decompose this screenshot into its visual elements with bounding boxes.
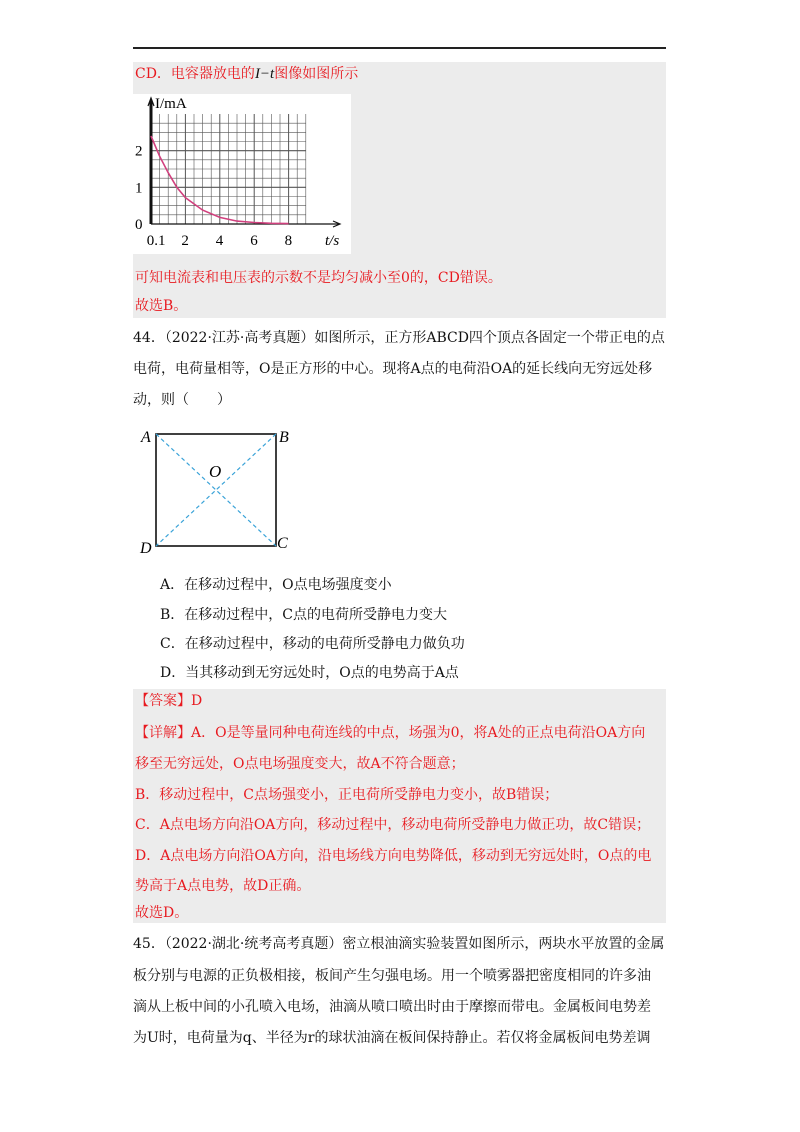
y-tick-label: 2 <box>135 143 143 160</box>
q45-line3: 滴从上板中间的小孔喷入电场，油滴从喷口喷出时由于摩擦而带电。金属板间电势差 <box>133 999 651 1015</box>
cd-conclusion: 可知电流表和电压表的示数不是均匀减小至0的，CD错误。 <box>135 270 502 286</box>
vertex-a-label: A <box>141 429 151 446</box>
x-tick-label: 4 <box>215 233 224 249</box>
vertex-d-label: D <box>140 540 152 557</box>
q44-answer: 【答案】D <box>135 693 203 709</box>
x-tick-label: 0.1 <box>146 233 166 249</box>
q45-line2: 板分别与电源的正负极相接，板间产生匀强电场。用一个喷雾器把密度相同的许多油 <box>133 968 651 984</box>
square-diagram-svg <box>138 420 298 560</box>
vertex-c-label: C <box>277 535 288 552</box>
center-o-label: O <box>209 462 222 481</box>
discharge-chart-svg <box>133 94 351 254</box>
option-d: D．当其移动到无穷远处时，O点的电势高于A点 <box>160 665 459 681</box>
option-c: C．在移动过程中，移动的电荷所受静电力做负功 <box>160 636 465 652</box>
option-a: A．在移动过程中，O点电场强度变小 <box>160 577 392 593</box>
q44-choose: 故选D。 <box>135 905 189 921</box>
x-tick-label: 6 <box>250 233 258 249</box>
option-b: B．在移动过程中，C点的电荷所受静电力变大 <box>160 607 447 623</box>
q45-line1: 45．（2022·湖北·统考高考真题）密立根油滴实验装置如图所示，两块水平放置的金属 <box>133 936 665 952</box>
q44-detail-1: 【详解】A．O是等量同种电荷连线的中点，场强为0，将A处的正点电荷沿OA方向 <box>135 725 646 741</box>
y-tick-label: 0 <box>135 217 143 233</box>
q44-detail-4: C．A点电场方向沿OA方向，移动过程中，移动电荷所受静电力做正功，故C错误； <box>135 817 651 833</box>
cd-suffix: 图像如图所示 <box>274 66 359 82</box>
q44-line3: 动，则（ ） <box>133 392 231 408</box>
q44-detail-2: 移至无穷远处，O点电场强度变大，故A不符合题意； <box>135 756 465 772</box>
header-rule <box>133 47 666 49</box>
y-tick-label: 1 <box>135 180 143 197</box>
x-tick-label: 8 <box>284 233 293 249</box>
y-axis-label: I/mA <box>155 96 187 112</box>
prev-choose: 故选B。 <box>135 298 188 314</box>
x-axis-label: t/s <box>325 233 340 249</box>
vertex-b-label: B <box>279 429 289 446</box>
q45-line4: 为U时，电荷量为q、半径为r的球状油滴在板间保持静止。若仅将金属板间电势差调 <box>133 1030 651 1046</box>
cd-explanation <box>135 64 358 84</box>
q44-detail-6: 势高于A点电势，故D正确。 <box>135 878 311 894</box>
cd-formula: I−t <box>254 66 275 82</box>
q44-line2: 电荷，电荷量相等，O是正方形的中心。现将A点的电荷沿OA的延长线向无穷远处移 <box>133 361 653 377</box>
x-tick-label: 2 <box>181 233 189 249</box>
discharge-chart <box>133 94 351 254</box>
cd-prefix: CD．电容器放电的 <box>135 66 255 82</box>
square-diagram <box>138 420 298 560</box>
q44-line1: 44．（2022·江苏·高考真题）如图所示，正方形ABCD四个顶点各固定一个带正电的点 <box>133 330 665 346</box>
q44-detail-3: B．移动过程中，C点场强变小，正电荷所受静电力变小，故B错误； <box>135 787 559 803</box>
q44-detail-5: D．A点电场方向沿OA方向，沿电场线方向电势降低，移动到无穷远处时，O点的电 <box>135 848 652 864</box>
